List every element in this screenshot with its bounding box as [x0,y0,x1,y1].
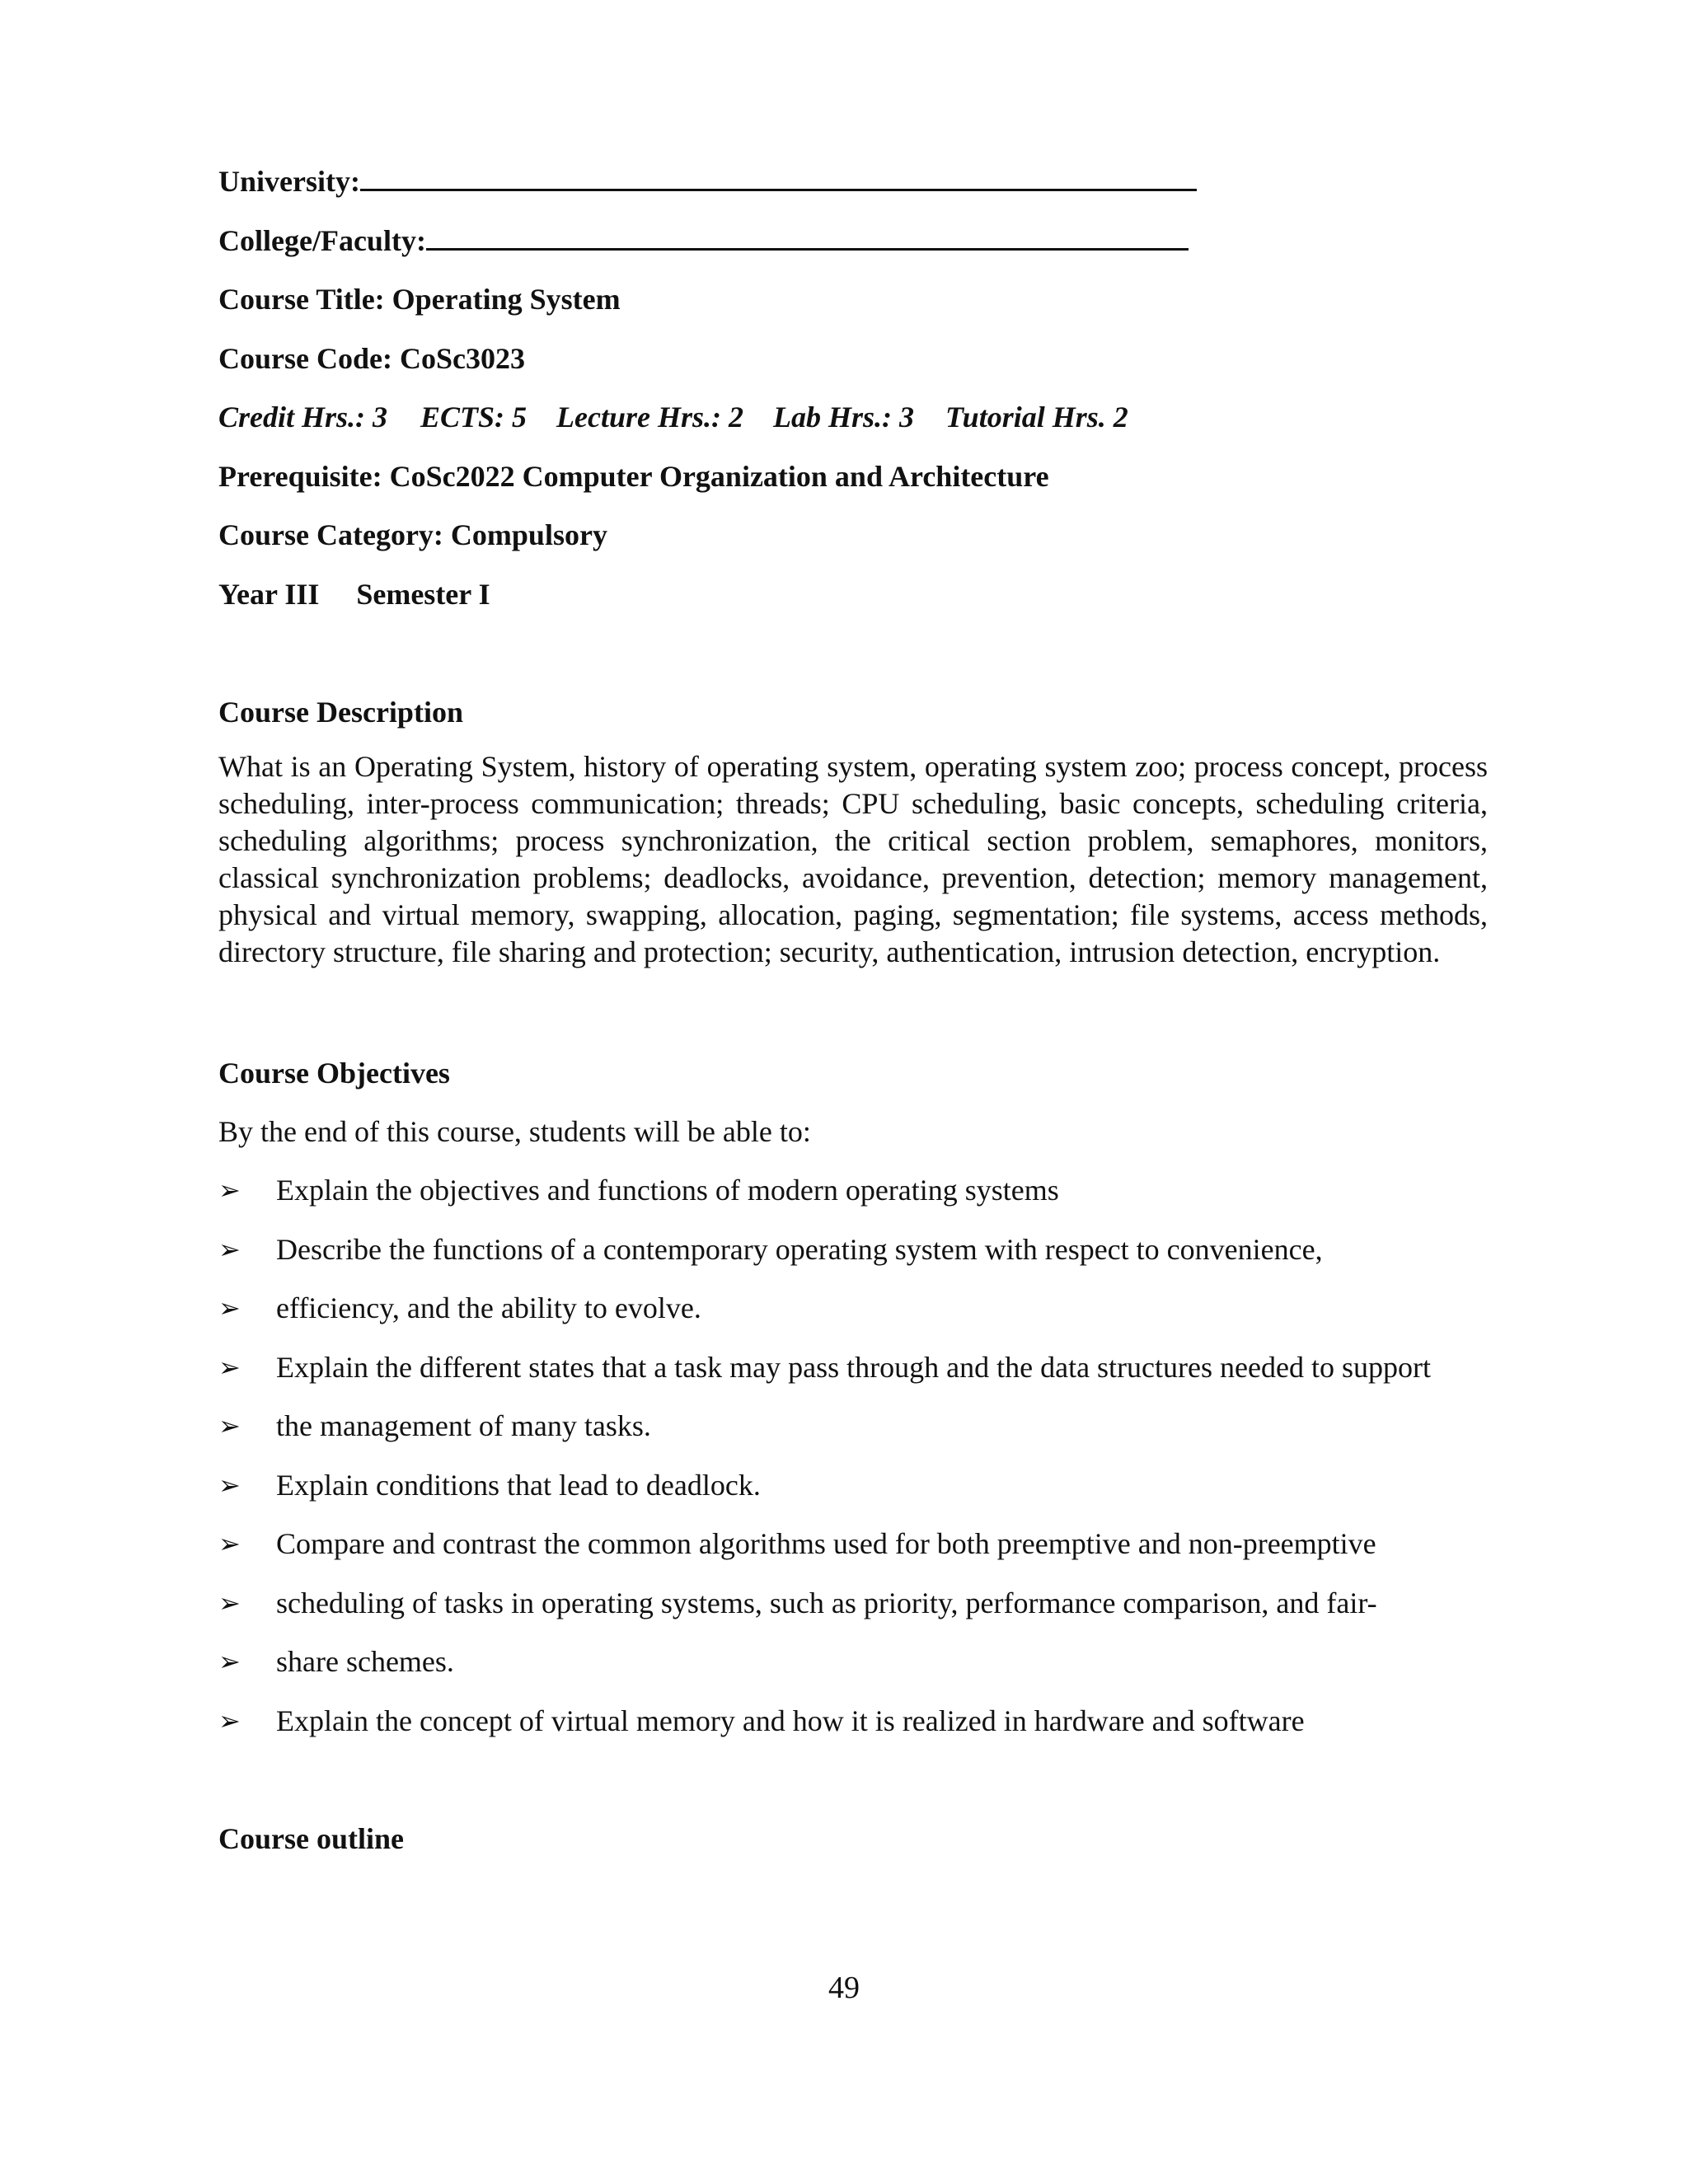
university-label: University: [218,165,360,198]
arrow-bullet-icon: ➢ [218,1528,241,1559]
semester: Semester I [356,578,490,611]
arrow-bullet-icon: ➢ [218,1292,241,1324]
arrow-bullet-icon: ➢ [218,1587,241,1619]
course-category: Course Category: Compulsory [218,518,607,551]
year-semester-line [218,576,490,612]
prerequisite: Prerequisite: CoSc2022 Computer Organization and Architecture [218,460,1049,493]
college-label: College/Faculty: [218,224,426,257]
objective-text: share schemes. [276,1645,454,1678]
course-code: Course Code: CoSc3023 [218,342,525,375]
objective-text: the management of many tasks. [276,1409,651,1442]
objective-text: Compare and contrast the common algorithms used for both preemptive and non-preemptive [276,1527,1376,1560]
college-field [218,223,1189,259]
arrow-bullet-icon: ➢ [218,1705,241,1736]
college-blank-line [426,223,1189,251]
objective-text: Describe the functions of a contemporary operating system with respect to convenience, [276,1233,1323,1266]
page-number: 49 [828,1971,860,2005]
arrow-bullet-icon: ➢ [218,1646,241,1677]
objectives-intro: By the end of this course, students will be able to: [218,1115,811,1148]
credit-hrs: Credit Hrs.: 3 [218,401,388,434]
arrow-bullet-icon: ➢ [218,1469,241,1501]
objective-text: scheduling of tasks in operating systems, such as priority, performance comparison, and fair- [276,1586,1377,1619]
outline-heading: Course outline [218,1822,404,1855]
description-paragraph: What is an Operating System, history of operating system, operating system zoo; process concept, process scheduling, inter-process communication; threads; CPU scheduling, basic concepts, scheduling criteria, scheduling algorithms; process synchronization, the critical section problem, semaphores, monitors, classical synchronization problems; deadlocks, avoidance, prevention, detection; memory management, physical and virtual memory, swapping, allocation, paging, segmentation; file systems, access methods, directory structure, file sharing and protection; security, authentication, intrusion detection, encryption. [218,750,1488,968]
university-blank-line [360,164,1197,191]
objective-text: Explain the objectives and functions of modern operating systems [276,1174,1059,1207]
tutorial-hrs: Tutorial Hrs. 2 [945,401,1128,434]
description-heading: Course Description [218,696,463,729]
objective-text: Explain conditions that lead to deadlock. [276,1469,761,1502]
arrow-bullet-icon: ➢ [218,1174,241,1206]
arrow-bullet-icon: ➢ [218,1234,241,1265]
university-field [218,163,1197,199]
objective-text: Explain the concept of virtual memory and how it is realized in hardware and software [276,1704,1305,1737]
objective-text: Explain the different states that a task may pass through and the data structures needed to support [276,1351,1431,1384]
lecture-hrs: Lecture Hrs.: 2 [556,401,744,434]
arrow-bullet-icon: ➢ [218,1352,241,1383]
course-title: Course Title: Operating System [218,283,621,316]
objectives-heading: Course Objectives [218,1057,450,1090]
credit-hours-line [218,399,1128,435]
arrow-bullet-icon: ➢ [218,1410,241,1441]
objective-text: efficiency, and the ability to evolve. [276,1291,701,1324]
lab-hrs: Lab Hrs.: 3 [773,401,915,434]
year: Year III [218,578,320,611]
ects: ECTS: 5 [420,401,528,434]
